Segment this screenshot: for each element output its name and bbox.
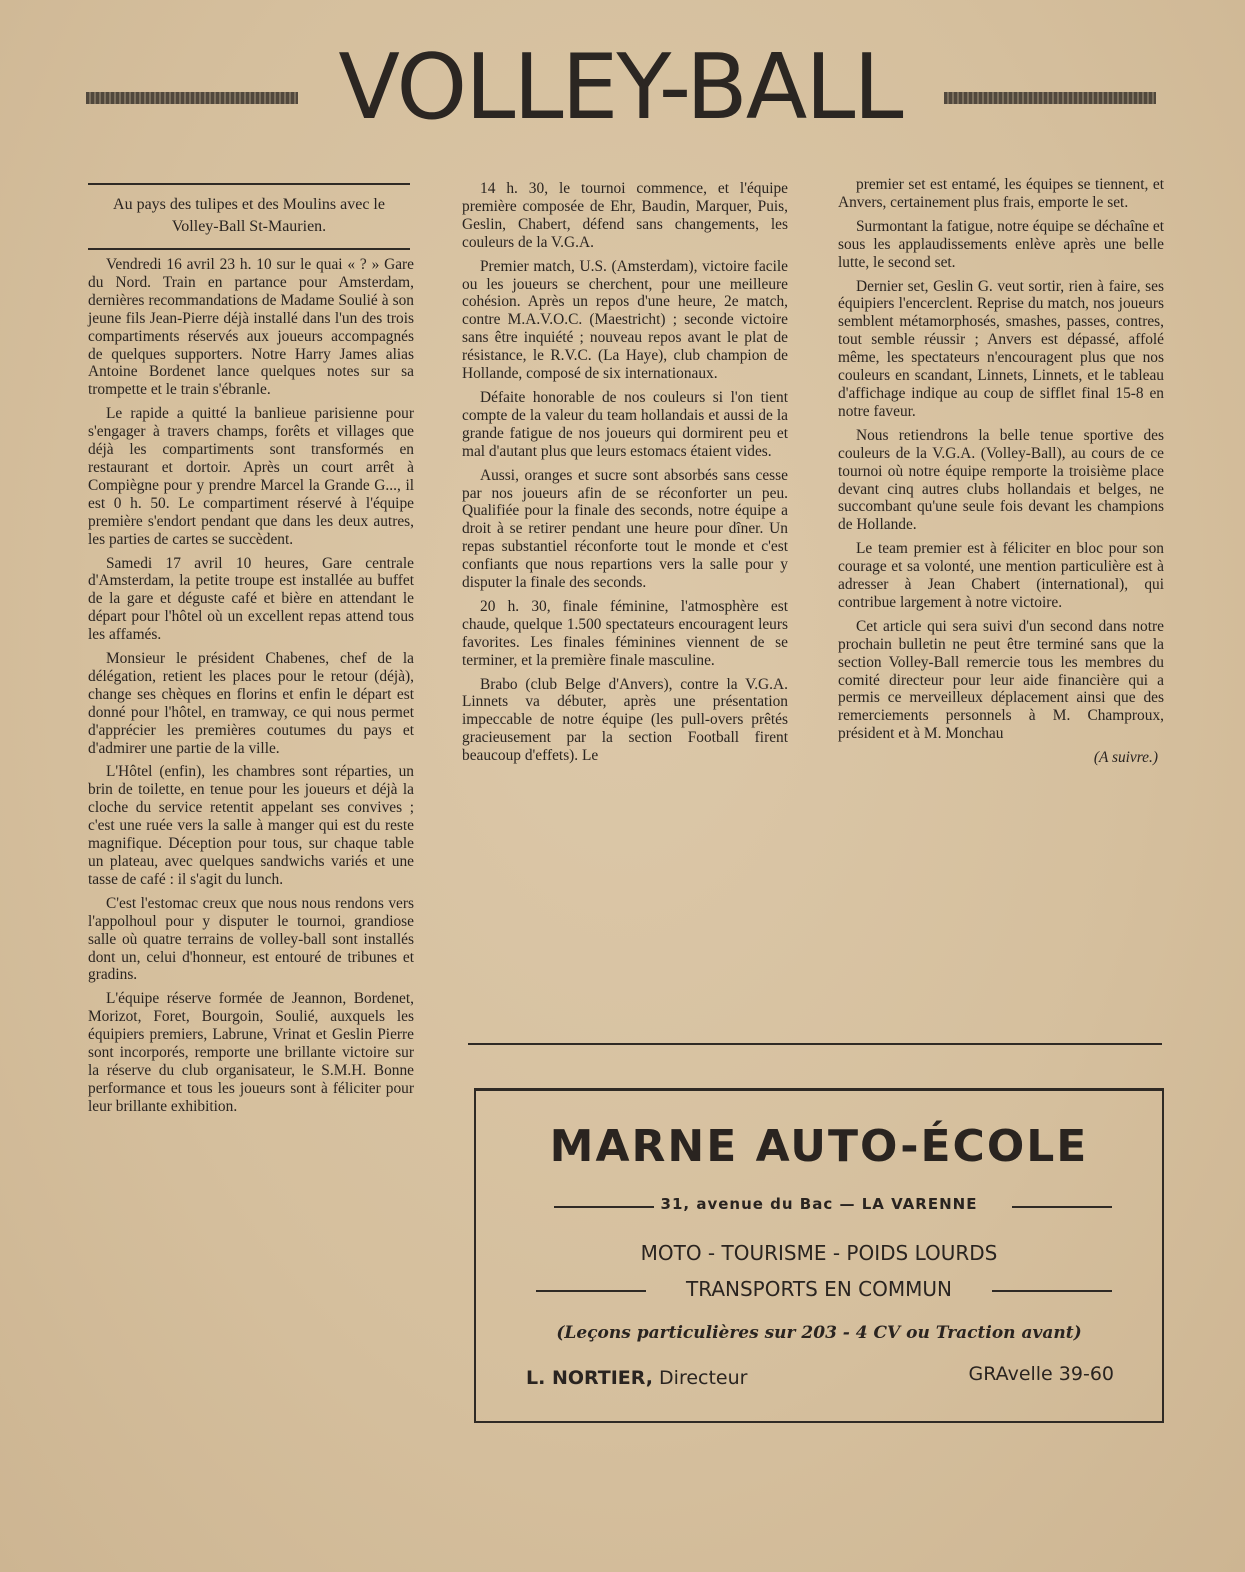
paragraph: Vendredi 16 avril 23 h. 10 sur le quai « ? » Gare du Nord. Train en partance pour Amsterdam, dernières recommandations de Madame Soulié à son jeune fils Jean-Pierre déjà installé dans l'un des trois compartiments réservés aux joueurs accompagnés de quelques supporters. Notre Harry James alias Antoine Bordenet lance quelques notes sur sa trompette et le train s'ébranle. — [88, 256, 414, 399]
ad-lessons: (Leçons particulières sur 203 - 4 CV ou Traction avant) — [556, 1323, 1082, 1343]
paragraph: Cet article qui sera suivi d'un second dans notre prochain bulletin ne peut être terminé sans que la section Volley-Ball remercie tous les membres du comité directeur pour leur aide financière qui a permis ce merveilleux déplacement ainsi que des remerciements personnels à M. Champroux, président et à M. Monchau — [838, 617, 1164, 743]
subhead-top-rule — [88, 183, 410, 185]
ad-separator-rule — [468, 1043, 1162, 1045]
article-column-2 — [462, 180, 788, 771]
paragraph: 20 h. 30, finale féminine, l'atmosphère est chaude, quelque 1.500 spectateurs encouragent leurs favorites. Les finales féminines viennent de se terminer, et la première finale masculine. — [462, 597, 788, 669]
subhead-bottom-rule — [88, 248, 410, 250]
paragraph: 14 h. 30, le tournoi commence, et l'équipe première composée de Ehr, Baudin, Marquer, Puis, Geslin, Chabert, défend sans changements, les couleurs de la V.G.A. — [462, 180, 788, 251]
ad-director-title: Directeur — [659, 1367, 748, 1389]
title-left-ornament — [86, 92, 298, 104]
paragraph: L'Hôtel (enfin), les chambres sont réparties, un brin de toilette, en tenue pour les joueurs et déjà la cloche du service retentit appelant ses convives ; c'est une ruée vers la salle à manger qui est du reste magnifique. Déception pour tous, sur chaque table un plateau, avec quelques sandwichs variés et une tasse de café : il s'agit du lunch. — [88, 763, 414, 888]
paragraph: Premier match, U.S. (Amsterdam), victoire facile ou les joueurs se cherchent, pour une meilleure cohésion. Après un repos d'une heure, 2e match, contre M.A.V.O.C. (Maestricht) ; seconde victoire sans être inquiété ; nouveau repos avant le plat de résistance, le R.V.C. (La Haye), club champion de Hollande, composé de six internationaux. — [462, 257, 788, 383]
ad-services-right-rule — [992, 1290, 1112, 1292]
advertisement — [474, 1088, 1164, 1423]
paragraph: Samedi 17 avril 10 heures, Gare centrale d'Amsterdam, la petite troupe est installée au buffet de la gare et déguste café et bière en attendant le départ pour l'hôtel où un excellent repas attend tous les affamés. — [88, 554, 414, 644]
paragraph: Le team premier est à féliciter en bloc pour son courage et sa volonté, une mention particulière est à adresser à Jean Chabert (international), qui contribue largement à notre victoire. — [838, 540, 1164, 611]
paragraph: premier set est entamé, les équipes se tiennent, et Anvers, certainement plus frais, emporte le set. — [838, 176, 1164, 211]
article-column-1 — [88, 256, 414, 1122]
ad-address-right-rule — [1012, 1206, 1112, 1208]
paragraph: Monsieur le président Chabenes, chef de la délégation, retient les places pour le retour (déjà), change ses chèques en florins et enfin le départ est donné pour l'hôtel, en tramway, ce qui nous permet d'apprécier les premières coutumes du pays et d'admirer une partie de la ville. — [88, 650, 414, 757]
to-be-continued: (A suivre.) — [1093, 749, 1158, 767]
ad-address: 31, avenue du Bac — LA VARENNE — [660, 1195, 978, 1213]
paragraph: Brabo (club Belge d'Anvers), contre la V.G.A. Linnets va débuter, après une présentation impeccable de notre équipe (les pull-overs prêtés gracieusement par la section Football firent beaucoup d'effets). Le — [462, 675, 788, 765]
ad-services-line-2: TRANSPORTS EN COMMUN — [686, 1277, 952, 1301]
article-subhead: Au pays des tulipes et des Moulins avec le Volley-Ball St-Maurien. — [113, 196, 385, 235]
ad-services-line-1: MOTO - TOURISME - POIDS LOURDS — [640, 1241, 998, 1265]
paragraph: Le rapide a quitté la banlieue parisienne pour s'engager à travers champs, forêts et villages que déjà les compartiments sont transformés en restaurant et dortoir. Après un court arrêt à Compiègne pour y prendre Marcel la Grande G..., il est 0 h. 50. Le compartiment réservé à l'équipe première s'endort pendant que dans les deux autres, les parties de cartes se succèdent. — [88, 405, 414, 548]
page-title: VOLLEY-BALL — [338, 35, 902, 140]
paragraph: Nous retiendrons la belle tenue sportive des couleurs de la V.G.A. (Volley-Ball), au cours de ce tournoi où notre équipe remporte la troisième place devant cinq autres clubs hollandais et belges, ne succombant qu'une seule fois devant les champions de Hollande. — [838, 426, 1164, 534]
ad-phone: GRAvelle 39-60 — [968, 1363, 1114, 1385]
ad-director-name: L. NORTIER, — [526, 1367, 653, 1389]
paragraph: Surmontant la fatigue, notre équipe se déchaîne et sous les applaudissements enlève après une belle lutte, le second set. — [838, 217, 1164, 271]
paragraph: L'équipe réserve formée de Jeannon, Bordenet, Morizot, Foret, Bourgoin, Soulié, auxquels les équipiers premiers, Labrune, Vrinat et Geslin Pierre sont incorporés, remporte une brillante victoire sur la réserve du club organisateur, le S.M.H. Bonne performance et tous les joueurs sont à féliciter pour leur brillante exhibition. — [88, 990, 414, 1115]
paragraph: C'est l'estomac creux que nous nous rendons vers l'appolhoul pour y disputer le tournoi, grandiose salle où quatre terrains de volley-ball sont installés dont un, celui d'honneur, est entouré de tribunes et gradins. — [88, 894, 414, 984]
paragraph: Défaite honorable de nos couleurs si l'on tient compte de la valeur du team hollandais et aussi de la grande fatigue de nos joueurs qui dormirent peu et mal d'autant plus que leurs estomacs étaient vides. — [462, 388, 788, 460]
ad-director — [526, 1367, 747, 1389]
paragraph: Dernier set, Geslin G. veut sortir, rien à faire, ses équipiers l'encerclent. Reprise du match, nos joueurs semblent métamorphosés, smashes, passes, contres, tout semble réussir ; Anvers est dépassé, affolé même, les spectateurs n'encouragent plus que nos couleurs en scandant, Linnets, Linnets, et le tableau d'affichage indique au coup de sifflet final 15-8 en notre faveur. — [838, 277, 1164, 420]
article-column-3 — [838, 176, 1164, 773]
title-right-ornament — [944, 92, 1156, 104]
paragraph: Aussi, oranges et sucre sont absorbés sans cesse par nos joueurs afin de se réconforter un peu. Qualifiée pour la finale des seconds, notre équipe a droit à se retirer pendant une heure pour dîner. Un repas substantiel réconforte tout le monde et c'est confiants que nous repartions vers la salle pour y disputer la finale des seconds. — [462, 466, 788, 592]
ad-business-name: MARNE AUTO-ÉCOLE — [549, 1121, 1089, 1172]
